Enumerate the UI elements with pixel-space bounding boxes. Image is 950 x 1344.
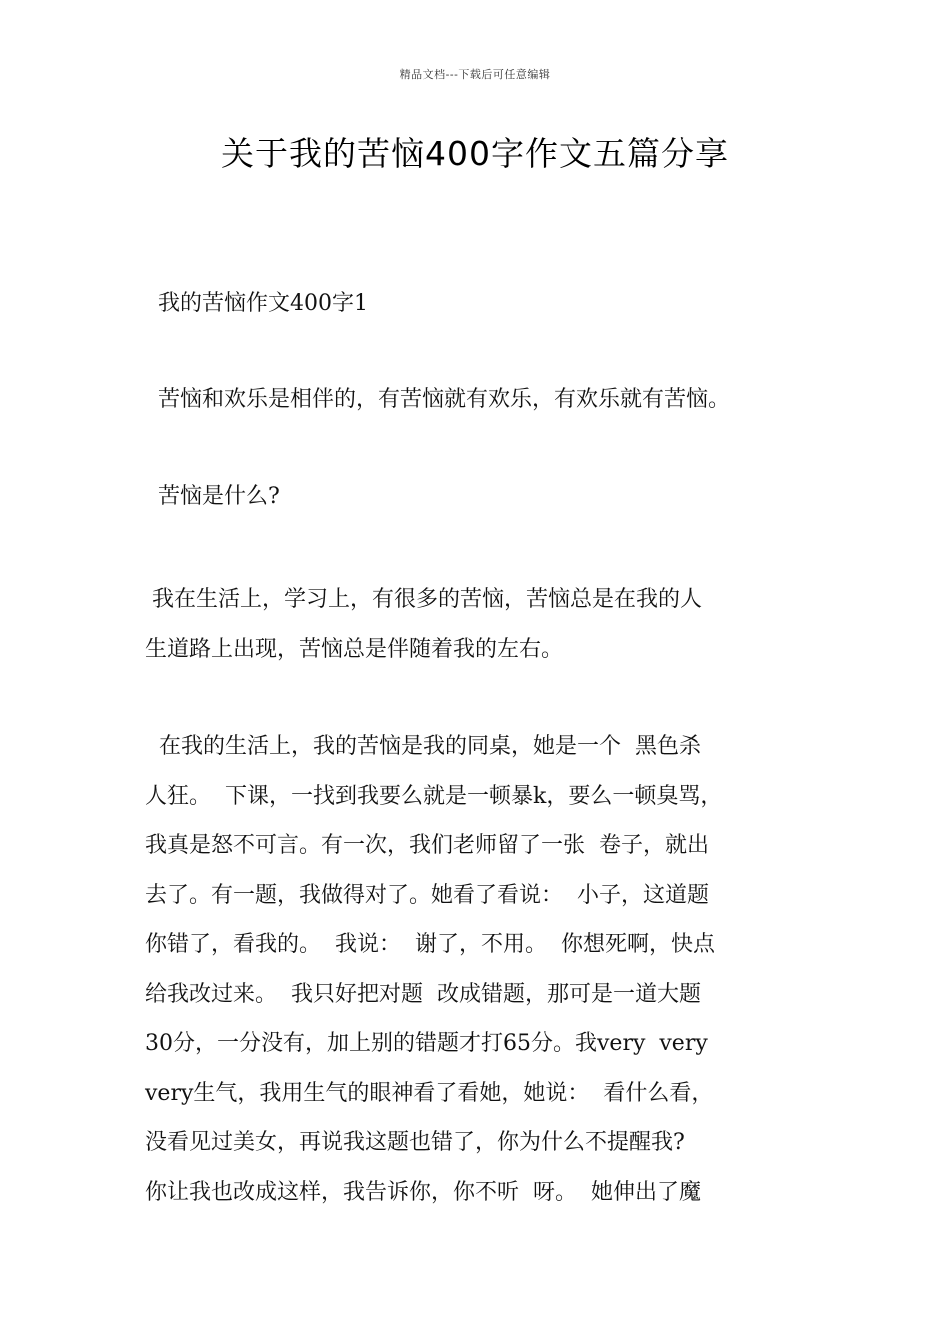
document-title: 关于我的苦恼400字作文五篇分享 (221, 134, 729, 173)
paragraph: 苦恼和欢乐是相伴的，有苦恼就有欢乐，有欢乐就有苦恼。 (158, 387, 731, 412)
paragraph: 我在生活上，学习上，有很多的苦恼，苦恼总是在我的人 生道路上出现，苦恼总是伴随着我的左右。 (145, 587, 703, 662)
section-heading: 我的苦恼作文400字1 (158, 291, 368, 316)
paragraph: 在我的生活上，我的苦恼是我的同桌，她是一个 黑色杀 人狂。 下课，一找到我要么就是一顿暴k，要么一顿臭骂， 我真是怒不可言。有一次，我们老师留了一张 卷子，就出 去了。有一题，我做得对了。她看了看说： 小子，这道题 你错了，看我的。 我说： 谢了，不用。 你想死啊，快点 给我改过来。 我只好把对题 改成错题，那可是一道大题 30分，一分没有，加上别的错题才打65分。我very very very生气，我用生气的眼神看了看她，她说： 看什么看， 没看见过美女，再说我这题也错了，你为什么不提醒我? 你让我也改成这样，我告诉你，你不听 呀。 她伸出了魔 (145, 734, 723, 1205)
header-note: 精品文档---下载后可任意编辑 (399, 68, 551, 81)
paragraph: 苦恼是什么? (158, 484, 280, 509)
